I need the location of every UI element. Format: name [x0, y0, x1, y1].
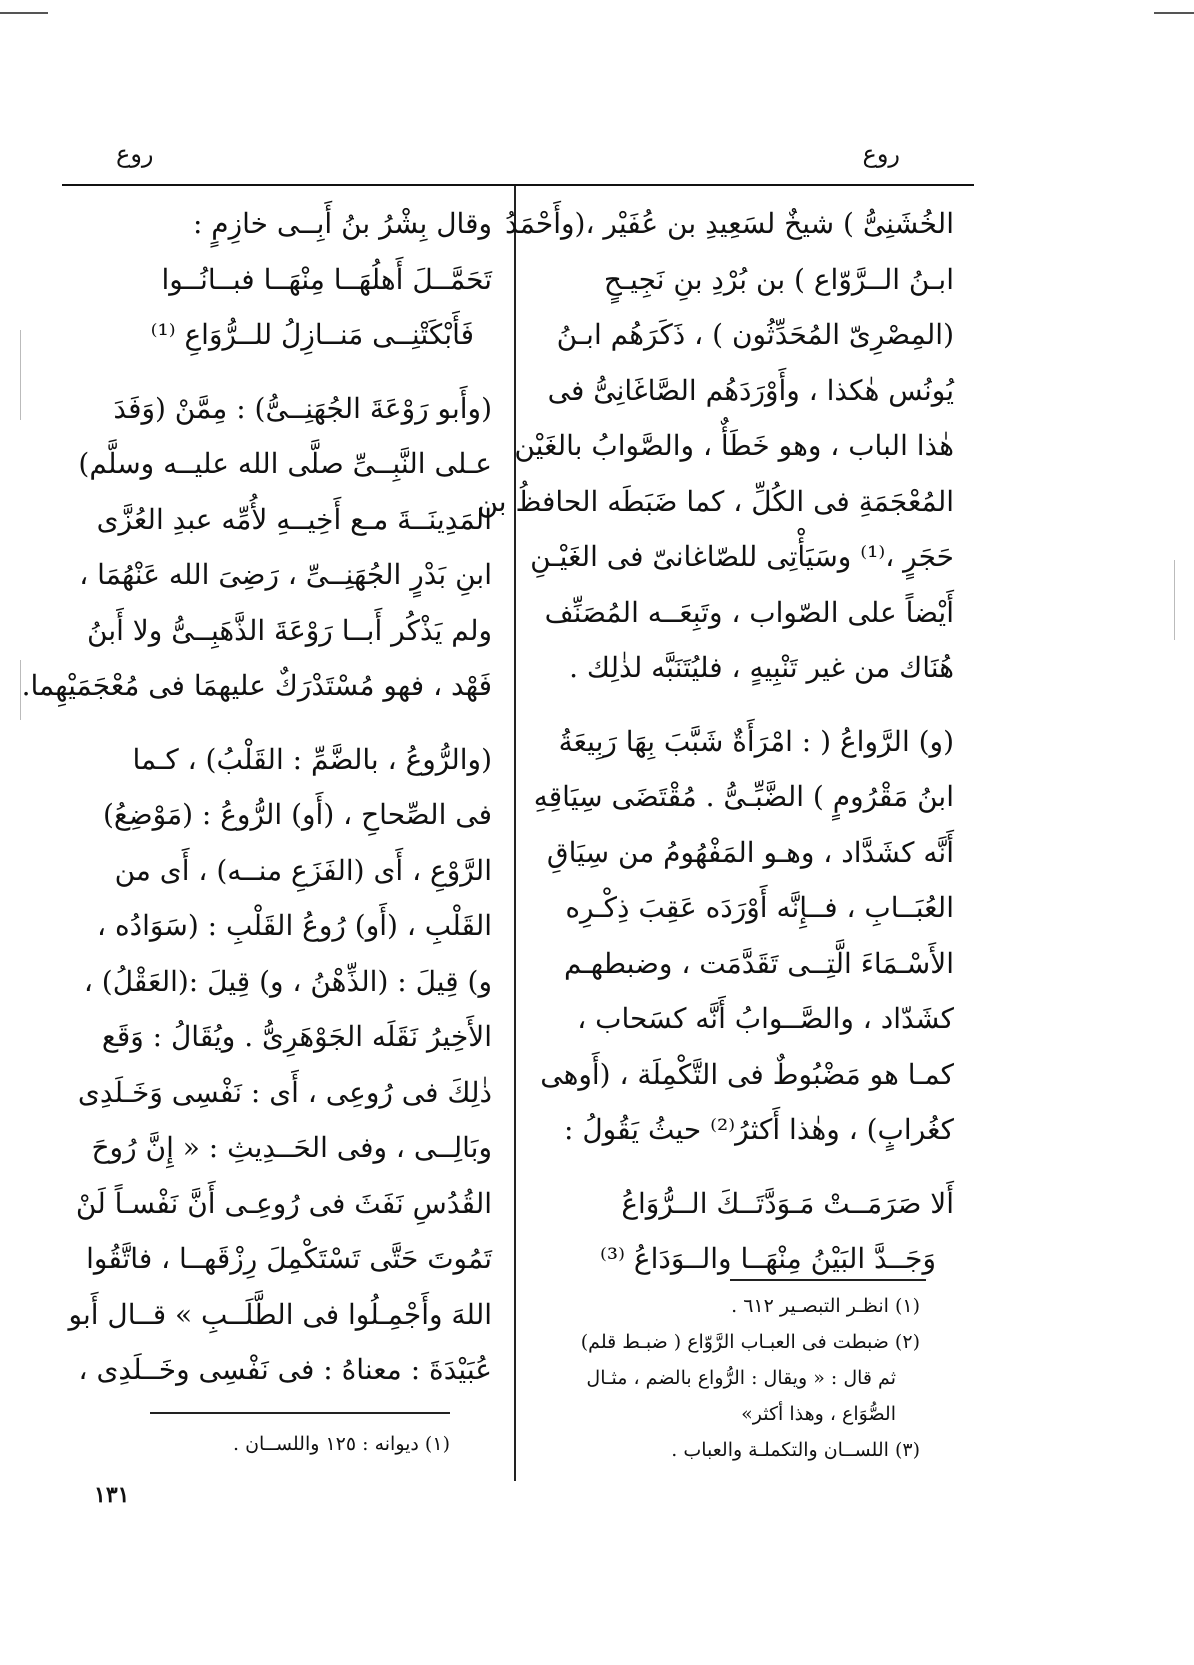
- scan-edge-mark-right: [1154, 12, 1194, 14]
- text-line: الأَسْـمَاءَ الَّتِــى تَقَدَّمَت ، وضبطهـم: [563, 946, 954, 980]
- text-line: كمـا هو مَضْبُوطٌ فى التَّكْمِلَة ، (أَوهى: [540, 1057, 954, 1091]
- text-line: عُبَيْدَةَ : معناهُ : فى نَفْسِى وخَــلَدِى ،: [78, 1353, 492, 1386]
- verse-line: فَأَبْكَتْنِــى مَنــازِلُ للــرُّوَاعِ ⁽¹⁾: [150, 318, 474, 351]
- text-line: ابنُ مَقْرُومٍ ) الضَّبِّـىُّ . مُقْتَضَى سِيَاقِهِ: [533, 780, 954, 813]
- text-line: كشَدّاد ، والصَّــوابُ أَنَّه كسَحاب ،: [577, 1002, 954, 1035]
- text-line: أَيْضاً على الصّواب ، وتَبِعَــه المُصَنِّف: [544, 595, 954, 629]
- right-column: [477, 196, 954, 1287]
- footnote-rule-right: [730, 1279, 926, 1281]
- text-line: (وأَبو رَوْعَةَ الجُهَنِــىُّ) : مِمَّنْ (وَفَدَ: [113, 391, 492, 425]
- text-line: وبَالِــى ، وفى الحَــدِيثِ : « إِنَّ رُوحَ: [91, 1131, 492, 1164]
- footnotes-left: [150, 1426, 450, 1462]
- column-divider: [514, 186, 516, 1481]
- text-line: يُونُس هٰكذا ، وأَوْرَدَهُم الصَّاغَانِىُّ فى: [547, 373, 954, 407]
- text-line: اللهَ وأَجْمِـلُوا فى الطَّلَــبِ » قــال أَبو: [68, 1297, 492, 1331]
- text-line: ولم يَذْكُر أَبــا رَوْعَةَ الذَّهَبِــىُّ ولا أَبنُ: [87, 613, 492, 647]
- verse-line: وَجَــدَّ البَيْنُ مِنْهَــا والــوَدَاعُ ⁽³⁾: [599, 1242, 936, 1275]
- text-line: عـلى النَّبِــىِّ صلَّى الله عليــه وسلَّم): [78, 447, 492, 480]
- text-line: هٰذا الباب ، وهو خَطَأٌ ، والصَّوابُ بالغَيْن: [514, 429, 954, 462]
- text-line: ابنِ بَدْرٍ الجُهَنِــىِّ ، رَضِىَ الله عَنْهُمَا ،: [79, 558, 492, 591]
- verse-line: أَلا صَرَمَــتْ مَـوَدَّتَــكَ الــرُّوَاعُ: [621, 1186, 954, 1220]
- scan-side-tick: [1174, 560, 1175, 640]
- page-number: ١٣١: [94, 1482, 130, 1508]
- footnotes-right: [520, 1288, 920, 1468]
- text-line: (و) الرَّواعُ ( : امْرَأَةٌ شَبَّبَ بِهَا رَبِيعَةُ: [558, 724, 954, 758]
- text-line: كغُرابٍ) ، وهٰذا أَكثرُ⁽²⁾ حيثُ يَقُولُ :: [563, 1113, 954, 1146]
- footnote: (١) انظـر التبصـير ٦١٢ .: [731, 1295, 920, 1317]
- text-line: و) قِيلَ : (الذِّهْنُ ، و) قِيلَ :(العَقْلُ) ،: [83, 964, 492, 998]
- paragraph-gap: [534, 1158, 954, 1176]
- text-line: العُبَــابِ ، فــإِنَّه أَوْرَدَه عَقِبَ ذِكْـرِه: [565, 891, 954, 924]
- paragraph-gap: [72, 363, 492, 381]
- text-line: فَهْد ، فهو مُسْتَدْرَكٌ عليهمَا فى مُعْجَمَيْهِما.: [21, 669, 492, 702]
- text-line: أَنَّه كشَدَّاد ، وهـو المَفْهُومُ من سِيَاقِ: [546, 835, 954, 869]
- text-line: ذٰلِكَ فى رُوعِى ، أَى : نَفْسِى وَخَـلَدِى: [77, 1075, 492, 1109]
- text-line: تَمُوتَ حَتَّى تَسْتَكْمِلَ رِزْقَهــا ، فاتَّقُوا: [86, 1242, 492, 1275]
- paragraph-gap: [72, 714, 492, 732]
- text-line: المُعْجَمَةِ فى الكُلِّ ، كما ضَبَطَه الحافظُ بن: [477, 484, 954, 518]
- footnote: (٢) ضبطت فى العبـاب الرَّوّاع ( ضبـط قلم): [580, 1331, 920, 1353]
- scan-side-tick: [20, 330, 21, 420]
- text-line: (والرُّوعُ ، بالضَّمِّ : القَلْبُ) ، كـما: [132, 742, 492, 776]
- text-line: حَجَرٍ ،⁽¹⁾ وسَيَأْتِى للصّاغانىّ فى الغَيْـنِ: [530, 540, 954, 573]
- left-column: [21, 196, 492, 1398]
- running-header-right: روع: [862, 140, 900, 168]
- text-line: هُنَاك من غير تَنْبِيهٍ ، فليُتَنَبَّه لذٰلِك .: [569, 651, 954, 684]
- footnote: (٣) اللســان والتكملـة والعباب .: [671, 1439, 920, 1461]
- text-line: فى الصِّحاحِ ، (أَو) الرُّوعُ : (مَوْضِعُ): [103, 798, 492, 831]
- text-line: الرَّوْعِ ، أَى (الفَزَعِ منــه) ، أَى من: [114, 853, 492, 887]
- footnote-continuation: ثم قال : « ويقال : الرُّواع بالضم ، مثـال: [586, 1367, 896, 1389]
- text-line: القَلْبِ ، (أَو) رُوعُ القَلْبِ : (سَوَادُه ،: [97, 909, 492, 942]
- footnote-continuation: الصُّوَاع ، وهذا أكثر»: [741, 1403, 896, 1425]
- text-line: (المِصْرِىّ المُحَدِّثُون ) ، ذَكَرَهُم ابـنُ: [556, 318, 954, 351]
- footnote-rule-left: [150, 1412, 450, 1414]
- text-line: الأَخِيرُ نَقَلَه الجَوْهَرِىُّ . ويُقَالُ : وَقَع: [101, 1020, 492, 1053]
- footnote: (١) ديوانه : ١٢٥ واللســان .: [232, 1433, 450, 1455]
- scan-edge-mark-left: [0, 12, 48, 14]
- text-line: المَدِينَــةَ مـع أَخِيــهِ لأُمِّه عبدِ العُزَّى: [96, 502, 492, 536]
- text-line: ابـنُ الــرَّوّاع ) بن بُرْدِ بنِ نَجِيـحٍ: [603, 262, 954, 296]
- text-line: وقال بِشْرُ بنُ أَبِــى خازِمٍ :: [192, 207, 492, 240]
- text-line: القُدُسِ نَفَثَ فى رُوعِـى أَنَّ نَفْسـاً لَنْ: [75, 1186, 492, 1220]
- text-line: الخُشَنِىُّ ) شيخٌ لسَعِيدِ بن عُفَيْر ،(وأَحْمَدُ: [505, 207, 954, 240]
- verse-line: تَحَمَّــلَ أَهلُهَــا مِنْهَــا فبــانُــوا: [161, 262, 492, 296]
- header-rule: [62, 184, 974, 186]
- scan-side-tick: [20, 660, 21, 720]
- paragraph-gap: [534, 696, 954, 714]
- running-header-left: روع: [116, 140, 154, 168]
